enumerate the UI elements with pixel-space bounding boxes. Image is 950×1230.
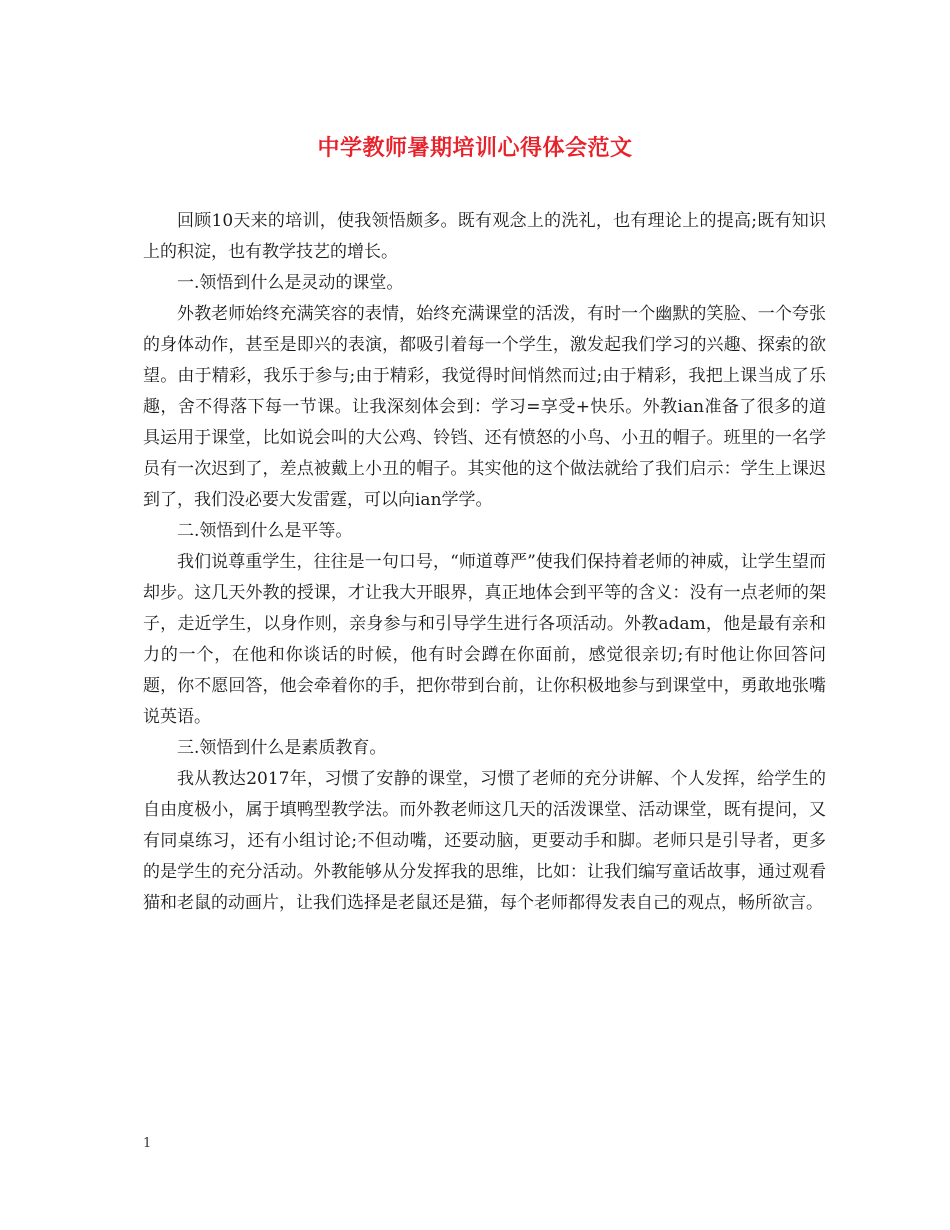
paragraph-section-2: 我们说尊重学生，往往是一句口号，“师道尊严”使我们保持着老师的神威，让学生望而却步。这几天外教的授课，才让我大开眼界，真正地体会到平等的含义：没有一点老师的架子，走近学生，以身作则，亲身参与和引导学生进行各项活动。外教adam，他是最有亲和力的一个，在他和你谈话的时候，他有时会蹲在你面前，感觉很亲切;有时他让你回答问题，你不愿回答，他会牵着你的手，把你带到台前，让你积极地参与到课堂中，勇敢地张嘴说英语。	[143, 552, 826, 727]
paragraph-section-3: 我从教达2017年，习惯了安静的课堂，习惯了老师的充分讲解、个人发挥，给学生的自由度极小，属于填鸭型教学法。而外教老师这几天的活泼课堂、活动课堂，既有提问，又有同桌练习，还有小组讨论;不但动嘴，还要动脑，更要动手和脚。老师只是引导者，更多的是学生的充分活动。外教能够从分发挥我的思维，比如：让我们编写童话故事，通过观看猫和老鼠的动画片，让我们选择是老鼠还是猫，每个老师都得发表自己的观点，畅所欲言。	[143, 769, 826, 913]
section-heading-3: 三.领悟到什么是素质教育。	[177, 738, 387, 758]
section-heading-1: 一.领悟到什么是灵动的课堂。	[177, 273, 404, 293]
paragraph-section-1: 外教老师始终充满笑容的表情，始终充满课堂的活泼，有时一个幽默的笑脸、一个夸张的身体动作，甚至是即兴的表演，都吸引着每一个学生，激发起我们学习的兴趣、探索的欲望。由于精彩，我乐于参与;由于精彩，我觉得时间悄然而过;由于精彩，我把上课当成了乐趣，舍不得落下每一节课。让我深刻体会到：学习=享受+快乐。外教ian准备了很多的道具运用于课堂，比如说会叫的大公鸡、铃铛、还有愤怒的小鸟、小丑的帽子。班里的一名学员有一次迟到了，差点被戴上小丑的帽子。其实他的这个做法就给了我们启示：学生上课迟到了，我们没必要大发雷霆，可以向ian学学。	[143, 304, 826, 510]
document-body	[143, 206, 826, 919]
paragraph-intro: 回顾10天来的培训，使我领悟颇多。既有观念上的洗礼，也有理论上的提高;既有知识上的积淀，也有教学技艺的增长。	[143, 211, 826, 262]
document-title: 中学教师暑期培训心得体会范文	[317, 135, 633, 161]
section-heading-2: 二.领悟到什么是平等。	[177, 521, 353, 541]
page-number: 1	[143, 1136, 152, 1151]
